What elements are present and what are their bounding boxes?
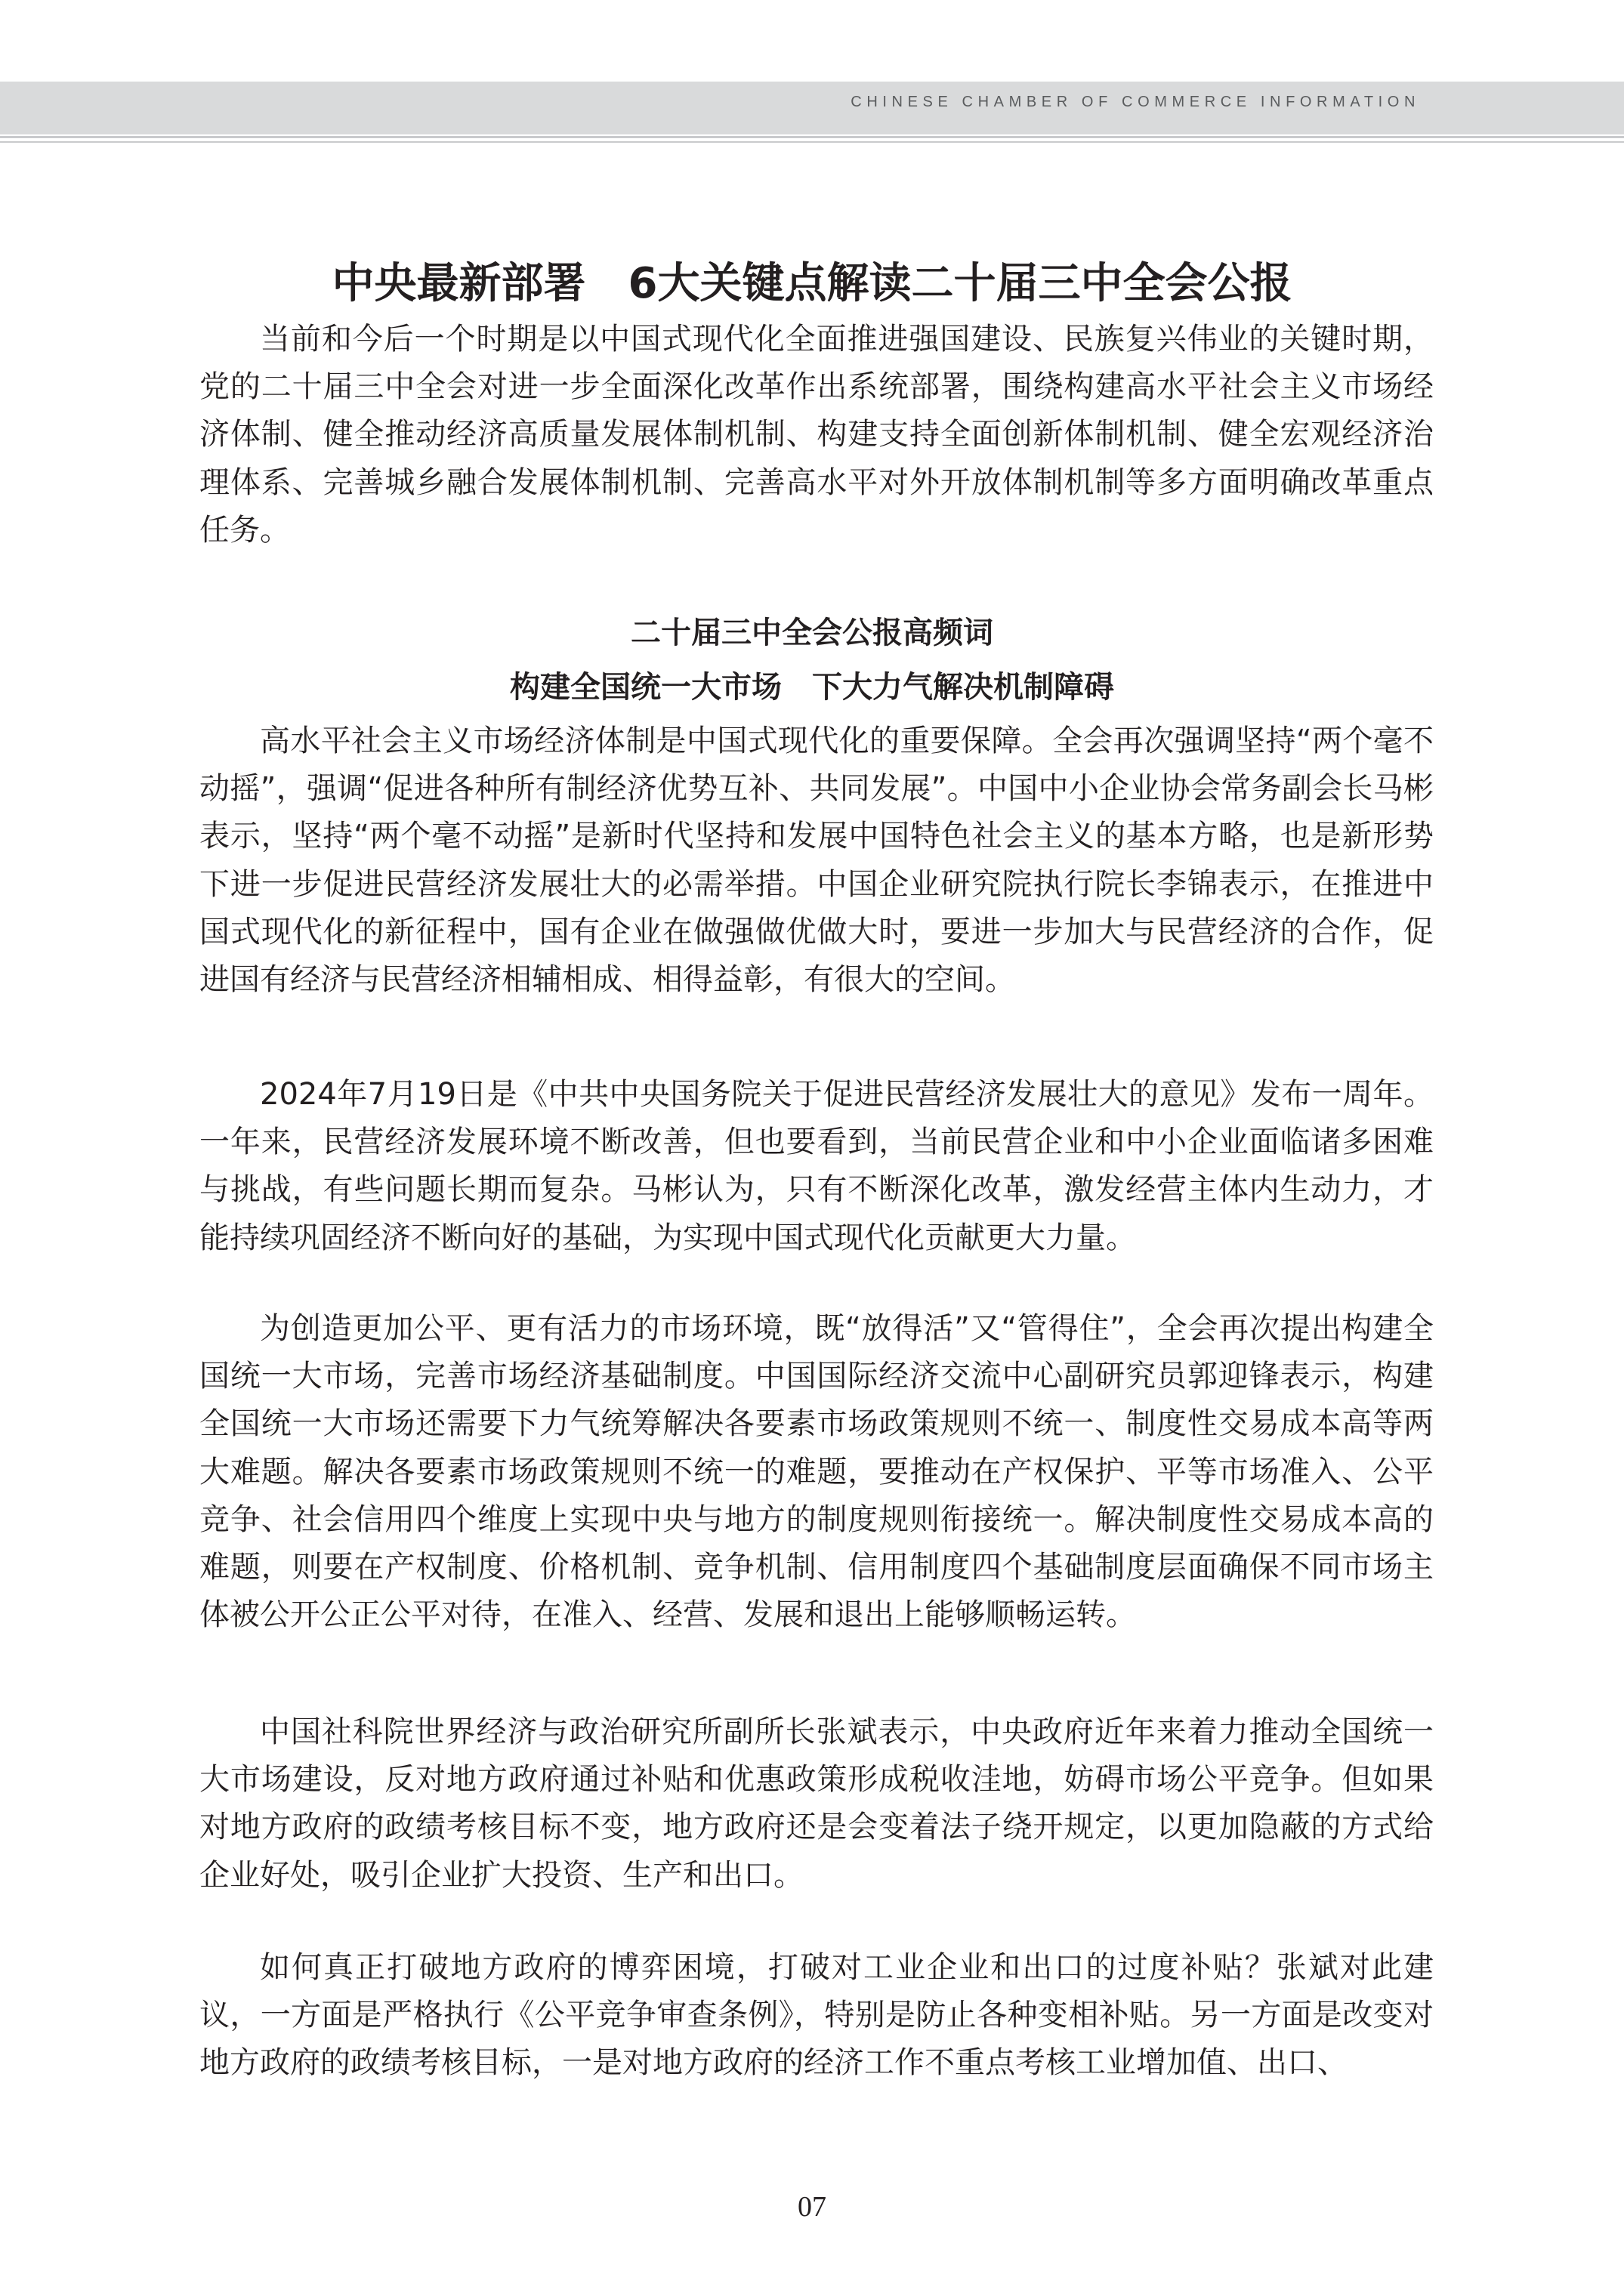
body-paragraph: 如何真正打破地方政府的博弈困境，打破对工业企业和出口的过度补贴？张斌对此建议，一方面是严格执行《公平竞争审查条例》，特别是防止各种变相补贴。另一方面是改变对地方政府的政绩考核目标，一是对地方政府的经济工作不重点考核工业增加值、出口、 [199, 1950, 1434, 2081]
header-rule [0, 136, 1624, 138]
body-paragraph: 2024年7月19日是《中共中央国务院关于促进民营经济发展壮大的意见》发布一周年。一年来，民营经济发展环境不断改善，但也要看到，当前民营企业和中小企业面临诸多困难与挑战，有些问题长期而复杂。马彬认为，只有不断深化改革，激发经营主体内生动力，才能持续巩固经济不断向好的基础，为实现中国式现代化贡献更大力量。 [199, 1077, 1434, 1255]
body-paragraph: 为创造更加公平、更有活力的市场环境，既“放得活”又“管得住”，全会再次提出构建全国统一大市场，完善市场经济基础制度。中国国际经济交流中心副研究员郭迎锋表示，构建全国统一大市场还需要下力气统筹解决各要素市场政策规则不统一、制度性交易成本高等两大难题。解决各要素市场政策规则不统一的难题，要推动在产权保护、平等市场准入、公平竞争、社会信用四个维度上实现中央与地方的制度规则衔接统一。解决制度性交易成本高的难题，则要在产权制度、价格机制、竞争机制、信用制度四个基础制度层面确保不同市场主体被公开公正公平对待，在准入、经营、发展和退出上能够顺畅运转。 [199, 1311, 1434, 1633]
body-paragraph: 高水平社会主义市场经济体制是中国式现代化的重要保障。全会再次强调坚持“两个毫不动摇”，强调“促进各种所有制经济优势互补、共同发展”。中国中小企业协会常务副会长马彬表示，坚持“两个毫不动摇”是新时代坚持和发展中国特色社会主义的基本方略，也是新形势下进一步促进民营经济发展壮大的必需举措。中国企业研究院执行院长李锦表示，在推进中国式现代化的新征程中，国有企业在做强做优做大时，要进一步加大与民营经济的合作，促进国有经济与民营经济相辅相成、相得益彰，有很大的空间。 [199, 724, 1434, 998]
body-paragraph: 中国社科院世界经济与政治研究所副所长张斌表示，中央政府近年来着力推动全国统一大市场建设，反对地方政府通过补贴和优惠政策形成税收洼地，妨碍市场公平竞争。但如果对地方政府的政绩考核目标不变，地方政府还是会变着法子绕开规定，以更加隐蔽的方式给企业好处，吸引企业扩大投资、生产和出口。 [199, 1714, 1434, 1893]
publication-name: CHINESE CHAMBER OF COMMERCE INFORMATION [851, 94, 1420, 110]
article-title: 中央最新部署 6大关键点解读二十届三中全会公报 [332, 258, 1292, 308]
intro-paragraph: 当前和今后一个时期是以中国式现代化全面推进强国建设、民族复兴伟业的关键时期，党的二十届三中全会对进一步全面深化改革作出系统部署，围绕构建高水平社会主义市场经济体制、健全推动经济高质量发展体制机制、构建支持全面创新体制机制、健全宏观经济治理体系、完善城乡融合发展体制机制、完善高水平对外开放体制机制等多方面明确改革重点任务。 [199, 322, 1434, 548]
section-label: 二十届三中全会公报高频词 [631, 616, 993, 650]
section-heading: 构建全国统一大市场 下大力气解决机制障碍 [510, 670, 1114, 705]
header-rule-thin [0, 141, 1624, 143]
page-number: 07 [798, 2191, 826, 2223]
